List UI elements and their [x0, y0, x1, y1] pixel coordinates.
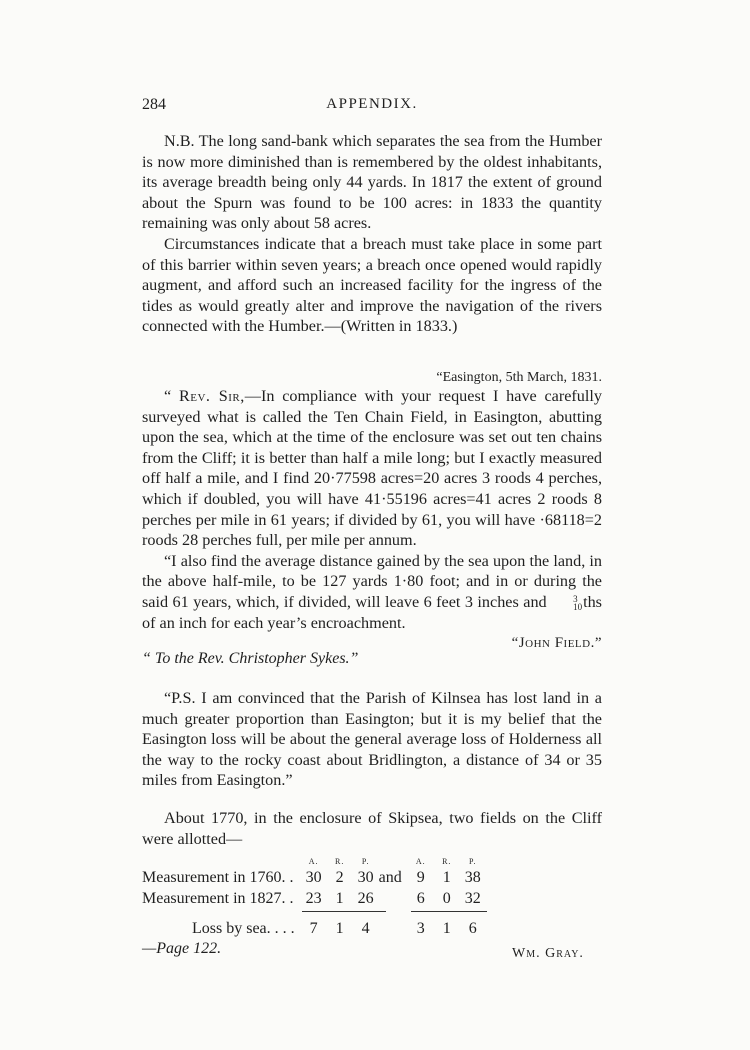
open-quote: “ [164, 387, 179, 405]
cell: 38 [464, 868, 481, 886]
cell: 26 [357, 889, 374, 907]
running-head: APPENDIX. [326, 96, 418, 112]
row-label: Measurement in 1827. . [142, 889, 294, 907]
letter-paragraph-2-end: ths of an inch for each year’s encroachment. [142, 592, 602, 632]
letter-salutation: Rev. Sir, [178, 387, 245, 405]
total-rule-right [411, 911, 487, 912]
page-header [142, 96, 602, 120]
cell: 4 [361, 920, 370, 937]
unit-acres-1: A. [308, 856, 319, 866]
table-row [142, 867, 486, 888]
nb-section [142, 131, 602, 337]
cell: 30 [305, 868, 322, 886]
cell: 1 [335, 889, 344, 907]
table-row [142, 888, 486, 909]
loss-label: Loss by sea. . . . [192, 920, 295, 937]
row-conjunction: and [378, 868, 402, 886]
postscript-paragraph: “P.S. I am convinced that the Parish of Kilnsea has lost land in a much greater proportion than Easington; but it is my belief that the Easington loss will be about the general average loss of Holderness all the way to the rocky coast about Bridlington, a distance of 34 or 35 miles from Easington.” [142, 689, 602, 790]
total-rule-left [302, 911, 386, 912]
cell: 2 [335, 868, 344, 886]
loss-conjunction-spacer [379, 909, 408, 939]
measurement-table [142, 855, 486, 939]
cell: 0 [442, 889, 451, 907]
fraction-numerator: 3 [573, 594, 578, 605]
row-label: Measurement in 1760. . [142, 868, 294, 886]
page-number: 284 [142, 96, 166, 113]
letter-addressee: “ To the Rev. Christopher Sykes.” [142, 650, 359, 667]
loss-row [142, 909, 486, 939]
nb-paragraph [142, 131, 602, 234]
cell: 32 [464, 889, 481, 907]
skipsea-intro: About 1770, in the enclosure of Skipsea, two fields on the Cliff were allotted— [142, 809, 602, 848]
cell: 6 [468, 920, 477, 937]
row-conjunction-spacer [379, 888, 408, 909]
cell: 1 [442, 868, 451, 886]
postscript-section [142, 688, 602, 791]
cell: 7 [309, 920, 318, 937]
author-signature: Wm. Gray. [512, 946, 584, 961]
cell: 9 [416, 868, 425, 886]
nb-text: The long sand-bank which separates the sea from the Humber is now more diminished than is remembered by the oldest inhabitants, its average breadth being only 44 yards. In 1817 the extent of ground about the Spurn was found to be 100 acres: in 1833 the quantity remaining was only about 58 acres. [142, 132, 602, 233]
unit-roods-2: R. [442, 856, 452, 866]
letter-paragraph-2 [142, 551, 602, 633]
circumstances-paragraph: Circumstances indicate that a breach must take place in some part of this barrier within seven years; a breach once opened would rapidly augment, and afford such an increased facility for the ingress of the tides as would greatly alter and improve the navigation of the rivers connected with the Humber.—(Written in 1833.) [142, 234, 602, 336]
unit-perches-1: P. [361, 856, 370, 866]
letter-dateline: “Easington, 5th March, 1831. [436, 370, 602, 385]
fraction-three-tenths [551, 595, 582, 611]
units-label-spacer [142, 855, 301, 867]
letter-paragraph-2-text: “I also find the average distance gained by the sea upon the land, in the above half-mile, to be 127 yards 1·80 foot; and in or during the said 61 years, which, if divided, will leave 6 feet 3 inches and [142, 551, 602, 611]
units-row [142, 855, 486, 867]
page-reference: —Page 122. [142, 940, 222, 957]
skipsea-section [142, 808, 602, 849]
unit-acres-2: A. [415, 856, 426, 866]
fraction-denominator: 10 [573, 602, 583, 613]
letter-paragraph-1-text: —In compliance with your request I have carefully surveyed what is called the Ten Chain Field, in Easington, abutting upon the sea, which at the time of the enclosure was set out ten chains from the Cliff; it is better than half a mile long; but I exactly measured off half a mile, and I find 20·77598 acres=20 acres 3 roods 4 perches, which if doubled, you will have 41·55196 acres=41 acres 2 roods 8 perches per mile in 61 years; if divided by 61, you will have ·68118=2 roods 28 perches full, per mile per annum. [142, 387, 602, 550]
cell: 6 [416, 889, 425, 907]
cell: 1 [335, 920, 344, 937]
letter-signature: “John Field.” [511, 635, 602, 651]
cell: 30 [357, 868, 374, 886]
nb-label: N.B. [164, 132, 195, 150]
units-conjunction-spacer [379, 855, 408, 867]
cell: 1 [442, 920, 451, 937]
unit-roods-1: R. [334, 856, 345, 866]
letter-paragraph-1 [142, 386, 602, 551]
cell: 3 [416, 920, 425, 937]
letter-body [142, 386, 602, 633]
unit-perches-2: P. [468, 856, 477, 866]
cell: 23 [305, 889, 322, 907]
